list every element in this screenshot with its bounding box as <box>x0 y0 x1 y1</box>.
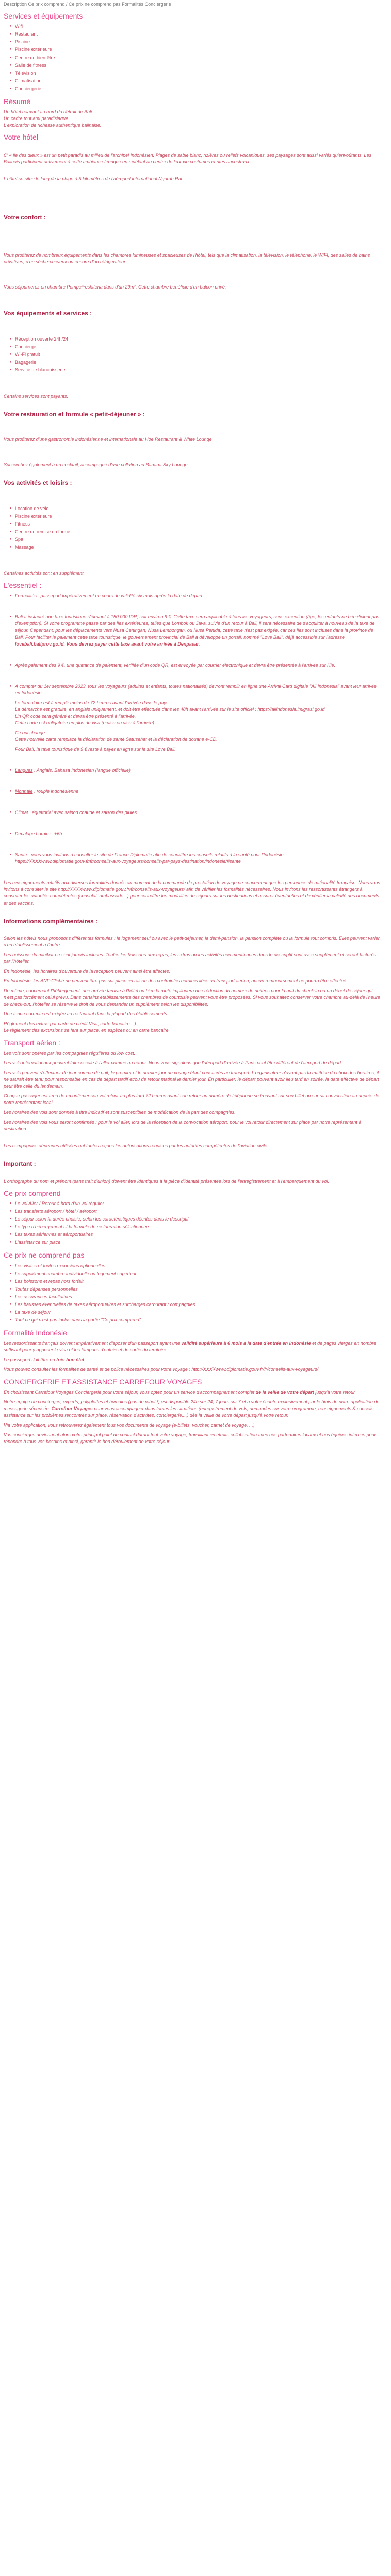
item-text: ● Après paiement des 9 €, une quittance de paiement, vérifiée d'un code QR, est envoyée par courrier électronique et devra être présentée à l'arrivée sur l'île. <box>15 662 336 668</box>
equipment-section <box>4 309 380 400</box>
text: jusqu'à votre retour. <box>314 1389 356 1395</box>
concierge-paragraph: Via votre application, vous retrouverez également tous vos documents de voyage (e-billets, voucher, carnet de voyage, ...) <box>4 1422 255 1428</box>
item-text: Le formulaire est à remplir moins de 72 heures avant l'arrivée dans le pays. <box>15 700 170 705</box>
text: pour vous accompagner dans toutes les situations (enregistrement de vols, demandes sur votre programme, renseignements & conseils, assistance sur les problèmes rencontrés sur place, réservation d'activités, conciergerie,...) dès la veille de votre départ jusqu'à votre retour. <box>4 1405 376 1418</box>
list-item: ● Wi-Fi gratuit <box>15 351 380 358</box>
list-item: ● Les visites et toutes excursions optionnelles <box>15 1263 380 1269</box>
list-item: ● Les boissons et repas hors forfait <box>15 1278 380 1285</box>
important-title: Important : <box>4 1160 36 1168</box>
item-text: : Anglais, Bahasa Indonésien (langue officielle) <box>32 768 131 773</box>
list-item: ● Massage <box>15 544 380 551</box>
list-item <box>15 852 380 865</box>
services-title: Services et équipements <box>4 12 83 21</box>
item-label: Climat <box>15 810 28 816</box>
list-item <box>15 614 380 647</box>
equipment-title: Vos équipements et services : <box>4 310 92 317</box>
hotel-section <box>4 132 380 182</box>
list-item <box>15 831 380 837</box>
important-paragraph: L'orthographe du nom et prénom (sans trait d'union) doivent être identiques à la pièce d'identité présentée lors de l'enregistrement et à l'embarquement du vol. <box>4 1178 329 1184</box>
list-item: ● Télévision <box>15 70 380 77</box>
complementary-title: Informations complémentaires : <box>4 917 98 925</box>
list-item: ● Conciergerie <box>15 86 380 92</box>
list-item <box>15 788 380 795</box>
essentials-section <box>4 580 380 865</box>
excluded-list <box>4 1263 380 1324</box>
list-item <box>15 662 380 669</box>
activities-note: Certaines activités sont en supplément. <box>4 571 85 576</box>
list-item: ● Le supplément chambre individuelle ou logement supérieur <box>15 1270 380 1277</box>
services-section <box>4 11 380 92</box>
list-item <box>15 767 380 774</box>
formalities-paragraph <box>4 1357 380 1363</box>
complementary-paragraph: En Indonésie, les ANF-Cliché ne peuvent être pris sur place en raison des contraintes horaires liées au transport aérien, aucun remboursement ne pourra être effectué. <box>4 978 348 984</box>
formalites-link[interactable]: Formalités <box>15 593 37 599</box>
complementary-paragraph: En Indonésie, les horaires d'ouverture de la reception peuvent ainsi être affectés. <box>4 969 170 974</box>
list-item: ● Wifi <box>15 23 380 30</box>
list-item: ● Climatisation <box>15 78 380 84</box>
list-item: ● Le séjour selon la durée choisie, selon les caractéristiques décrites dans le descriptif <box>15 1216 380 1223</box>
item-text: Cette carte est obligatoire en plus du visa (e-visa ou visa à l'arrivée). <box>15 720 156 725</box>
comfort-paragraph: Vous profiterez de nombreux équipements dans les chambres lumineuses et spacieuses de l'hôtel, tels que la climatisation, la télévision, le téléphone, le WIFI, des salles de bains privatives, d'un sèche-cheveux ou encore d'un réfrigérateur. <box>4 252 370 265</box>
list-item: ● Réception ouverte 24h/24 <box>15 336 380 343</box>
item-text: Cette nouvelle carte remplace la déclaration de santé Satusehat et la déclaration de douane e-CD. <box>15 737 218 742</box>
transport-paragraph: Les horaires des vols sont donnés à titre indicatif et sont susceptibles de modification de la part des compagnies. <box>4 1110 236 1115</box>
included-title: Ce prix comprend <box>4 1189 61 1197</box>
restaurant-paragraph: Vous profiterez d'une gastronomie indonésienne et internationale au Hoe Restaurant & White Lounge <box>4 437 212 443</box>
transport-section <box>4 1038 380 1150</box>
list-item: ● Le type d'hébergement et la formule de restauration sélectionnée <box>15 1224 380 1230</box>
breadcrumb: Description Ce prix comprend / Ce prix ne comprend pas Formalités Conciergerie <box>4 2 171 7</box>
equipment-note: Certains services sont payants. <box>4 393 69 399</box>
transport-paragraph: Les vols internationaux peuvent faire escale à l'aller comme au retour. Nous vous signalons que l'aéroport d'arrivée à Paris peut être différent de l'aéroport de départ. <box>4 1060 343 1065</box>
list-item: ● Salle de fitness <box>15 62 380 69</box>
included-list <box>4 1200 380 1246</box>
item-text: ● À compter du 1er septembre 2023, tous les voyageurs (adultes et enfants, toutes nationalités) devront remplir en ligne une Arrival Card digitale "All Indonesia" avant leur arrivée en Indonésie. <box>15 683 377 696</box>
complementary-paragraph: Le règlement des excursions se fera sur place, en espèces ou en carte bancaire. <box>4 1028 170 1033</box>
text-strong: validité supérieure à 6 mois à la date d'entrée en Indonésie <box>181 1341 311 1346</box>
list-item: ● Piscine extérieure <box>15 513 380 520</box>
list-item: ● Fitness <box>15 521 380 528</box>
list-item <box>15 592 380 599</box>
text: . <box>84 1357 86 1363</box>
restaurant-title: Votre restauration et formule « petit-déjeuner » : <box>4 410 145 418</box>
complementary-paragraph: De même, concernant l'hébergement, une arrivée tardive à l'hôtel ou bien la route impliquera une réduction du nombre de nuitées pour la nuit du check-in ou un début de séjour qui n'est pas forcément celui prévu. Dans certains établissements des chambres de courtoisie peuvent vous être proposées. Si vous souhaitez conserver votre chambre au-delà de l'heure de check-out, l'hôtelier se réserve le droit de vous demander un supplément selon les disponibilités. <box>4 988 380 1007</box>
hotel-paragraph: C' « ile des dieux » est un petit paradis au milieu de l'archipel Indonésien. Plages de sable blanc, rizières ou reliefs volcaniques, ses paysages sont aussi variés qu'envoûtants. Les Balinais participent activement à cette ambiance féerique en révélant au centre de leur vie coutumes et rites ancestraux. <box>4 152 372 164</box>
list-item: ● Concierge <box>15 344 380 350</box>
item-label: Langues <box>15 768 33 773</box>
formalities-section <box>4 1328 380 1373</box>
sante-link[interactable]: Santé <box>15 852 27 858</box>
activities-section <box>4 479 380 577</box>
text-strong: très bon état <box>56 1357 85 1363</box>
list-item: ● Centre de bien-être <box>15 55 380 61</box>
list-item: ● Les taxes aériennes et aéroportuaires <box>15 1231 380 1238</box>
resume-line: L'exploration de richesse authentique balinaise. <box>4 123 102 128</box>
item-subheading: Ce qui change : <box>15 730 48 735</box>
concierge-paragraph: Vos concierges deviennent alors votre principal point de contact durant tout votre voyage, travaillant en étroite collaboration avec nos partenaires locaux et nos équipes internes pour répondre à tous vos besoins et ainsi, garantir le bon déroulement de votre séjour. <box>4 1432 376 1445</box>
excluded-title: Ce prix ne comprend pas <box>4 1251 85 1260</box>
concierge-paragraph <box>4 1399 380 1419</box>
transport-paragraph: Les compagnies aériennes utilisées ont toutes reçues les autorisations requises par les autorités compétentes de l'aviation civile. <box>4 1143 269 1149</box>
activities-list <box>4 505 380 551</box>
item-text: Pour Bali, la taxe touristique de 9 € reste à payer en ligne sur le site Love Bali. <box>15 747 176 752</box>
resume-line: Un cadre tout ami paradisiaque <box>4 116 69 122</box>
list-item <box>15 809 380 816</box>
list-item: ● Spa <box>15 536 380 543</box>
essentials-title: L'essentiel : <box>4 581 42 590</box>
formalities-disclaimer: Les renseignements relatifs aux diverses formalités donnés au moment de la commande de prestation de voyage ne concernent que les personnes de nationalité française. Nous vous invitons à consulter le site http://XXXXwww.diplomatie.gouv.fr/fr/conseils-aux-voyageurs/ afin de vérifier les formalités nécessaires. Nous invitons les ressortissants étrangers à consulter les autorités compétentes (consulat, ambassade...) pour connaître les modalités de séjours sur les destinations et assurer éventuelles et de vérifier la validité des documents et des vaccins. <box>4 880 380 906</box>
item-text: Bali a instauré une taxe touristique s'élevant à 150 000 IDR, soit environ 9 €. Cette taxe sera applicable à tous les voyageurs, sans exception (âge, les enfants ne bénéficient pas d'exemption). Si votre programme passe par des îles extérieures, telles que Lombok ou Java, suivie d'un retour à Bali, il sera nécessaire de s'acquitter à nouveau de la taxe de séjour. Cependant, pour les déplacements vers Nusa Ceningan, Nusa Lembongan, ou Nusa Penida, cette taxe n'est pas exigée, car ces îles sont incluses dans la province de Bali. Pour faciliter le paiement cette taxe touristique, le gouvernement provincial de Bali a développé un portail, nommé "Love Bali", déjà accessible sur l'adresse <box>15 614 380 640</box>
list-item: ● Toutes dépenses personnelles <box>15 1286 380 1293</box>
essentials-list <box>4 592 380 865</box>
important-section <box>4 1160 380 1184</box>
formalities-paragraph <box>4 1340 380 1353</box>
comfort-title: Votre confort : <box>4 213 46 221</box>
item-text: : passeport impérativement en cours de validité six mois après la date de départ. <box>37 593 204 599</box>
complementary-paragraph: Selon les hôtels nous proposons différentes formules : le logement seul ou avec le petit-déjeuner, la demi-pension, la pension complète ou la formule tout compris. Elles peuvent varier d'un établissement à l'autre. <box>4 935 380 947</box>
resume-section <box>4 96 380 129</box>
item-text: : nous vous invitons à consulter le site de France Diplomatie afin de connaître les conseils relatifs à la santé pour l'Indonésie : https://XXXXwww.diplomatie.gouv.fr/fr/conseils-aux-voyageurs/conseils-par-pays-destination/indonesie/#sante <box>15 852 286 865</box>
list-item <box>15 683 380 753</box>
list-item: ● Centre de remise en forme <box>15 529 380 535</box>
item-text: : équatorial avec saison chaude et saison des pluies <box>28 810 137 816</box>
transport-paragraph: Les vols peuvent s'effectuer de jour comme de nuit, le premier et le dernier jour du voyage étant consacrés au transport. L'organisateur n'ayant pas la maîtrise du choix des horaires, il ne saurait être tenu pour responsable en cas de départ tardif et/ou de retour matinal le dernier jour. En particulier, le départ pouvant avoir lieu tard en soirée, la date effective de départ peut être celle du lendemain. <box>4 1070 379 1089</box>
complementary-paragraph: Une tenue correcte est exigée au restaurant dans la plupart des établissements. <box>4 1011 169 1017</box>
complementary-section <box>4 917 380 1035</box>
list-item: ● Les assurances facultatives <box>15 1294 380 1300</box>
resume-line: Un hôtel relaxant au bord du détroit de Bali. <box>4 109 93 115</box>
text-strong: Carrefour Voyages <box>51 1405 93 1411</box>
transport-paragraph: Les horaires des vols vous seront confirmés : pour le vol aller, lors de la réception de la convocation aéroport, pour le vol retour directement sur place par notre représentant à destination. <box>4 1120 362 1132</box>
list-item: ● Bagagerie <box>15 359 380 366</box>
hotel-paragraph: L'hôtel se situe le long de la plage à 5 kilomètres de l'aéroport international Ngurah Rai. <box>4 176 184 181</box>
concierge-paragraph <box>4 1389 380 1396</box>
list-item: ● Les hausses éventuelles de taxes aéroportuaires et surcharges carburant / compagnies <box>15 1301 380 1308</box>
list-item: ● L'assistance sur place <box>15 1239 380 1246</box>
complementary-paragraph: Règlement des extras par carte de crédit Visa, carte bancaire…) <box>4 1021 136 1027</box>
services-list <box>4 23 380 92</box>
item-label: Décalage horaire <box>15 831 51 837</box>
transport-paragraph: Les vols sont opérés par les compagnies régulières ou low cost. <box>4 1050 136 1056</box>
restaurant-paragraph: Succombez également à un cocktail, accompagné d'une collation au Banana Sky Lounge. <box>4 462 189 468</box>
item-text: Un QR code sera généré et devra être présenté à l'arrivée. <box>15 713 136 719</box>
list-item: ● Piscine <box>15 39 380 45</box>
hotel-title: Votre hôtel <box>4 133 38 142</box>
item-text: : +6h <box>50 831 62 837</box>
list-item: ● La taxe de séjour <box>15 1309 380 1316</box>
comfort-section <box>4 213 380 291</box>
restaurant-section <box>4 410 380 468</box>
list-item: ● Le vol Aller / Retour à bord d'un vol régulier <box>15 1200 380 1207</box>
complementary-paragraph: Les boissons du minibar ne sont jamais incluses. Toutes les boissons aux repas, les extras ou les activités non mentionnés dans le descriptif sont avec supplément et seront facturés par l'hôtelier. <box>4 952 377 964</box>
equipment-list <box>4 336 380 374</box>
text: Notre équipe de concierges, experts, polyglottes et humains (pas de robot !) est disponible 24h sur 24, 7 jours sur 7 et à votre écoute exclusivement par le biais de notre application de messagerie sécurisée. <box>4 1399 380 1411</box>
text-strong: de la veille de votre départ <box>255 1389 314 1395</box>
text: et de pages vierges en nombre suffisant pour y apposer le visa et les tampons d'entrée et de sortie du territoire. <box>4 1341 377 1353</box>
list-item: ● Restaurant <box>15 31 380 38</box>
concierge-section <box>4 1377 380 1446</box>
transport-paragraph: Chaque passager est tenu de reconfirmer son vol retour au plus tard 72 heures avant son retour au numéro de téléphone se trouvant sur son billet ou sur sa convocation au auprès de notre représentant local. <box>4 1093 379 1106</box>
diplomatie-link[interactable]: Vous pouvez consulter les formalités de santé et de police nécessaires pour votre voyage : http://XXXXwww.diplomatie.gouv.fr/fr/conseils-aux-voyageurs/ <box>4 1367 319 1372</box>
resume-title: Résumé <box>4 97 31 106</box>
comfort-paragraph: Vous séjournerez en chambre Pompeiireslatena dans d'un 29m². Cette chambre bénéficie d'un balcon privé. <box>4 284 226 290</box>
love-bali-link[interactable]: lovebali.baliprov.go.id. Vous devrez payer cette taxe avant votre arrivée à Denpasar. <box>15 641 200 647</box>
text: En choisissant Carrefour Voyages Conciergerie pour votre séjour, vous optez pour un service d'accompagnement complet <box>4 1389 256 1395</box>
transport-title: Transport aérien : <box>4 1038 60 1047</box>
list-item: ● Location de vélo <box>15 505 380 512</box>
concierge-title: CONCIERGERIE ET ASSISTANCE CARREFOUR VOYAGES <box>4 1377 202 1386</box>
list-item: ● Tout ce qui n'est pas inclus dans la partie "Ce prix comprend" <box>15 1317 380 1324</box>
included-section <box>4 1188 380 1246</box>
list-item: ● Service de blanchisserie <box>15 367 380 374</box>
formalities-title: Formalité Indonésie <box>4 1329 67 1337</box>
list-item: ● Piscine extérieure <box>15 46 380 53</box>
activities-title: Vos activités et loisirs : <box>4 479 72 487</box>
item-text: : roupie indonésienne <box>32 789 79 794</box>
excluded-section <box>4 1250 380 1324</box>
item-label: Monnaie <box>15 789 33 794</box>
all-indonesia-link[interactable]: La démarche est gratuite, en anglais uniquement, et doit être effectuée dans les 48h avant l'arrivée sur le site officiel : https://allindonesia.imigrasi.go.id <box>15 706 325 712</box>
text: Le passeport doit être en <box>4 1357 57 1363</box>
list-item: ● Les transferts aéroport / hôtel / aéroport <box>15 1208 380 1215</box>
text: Les ressortissants français doivent impérativement disposer d'un passeport ayant une <box>4 1341 182 1346</box>
